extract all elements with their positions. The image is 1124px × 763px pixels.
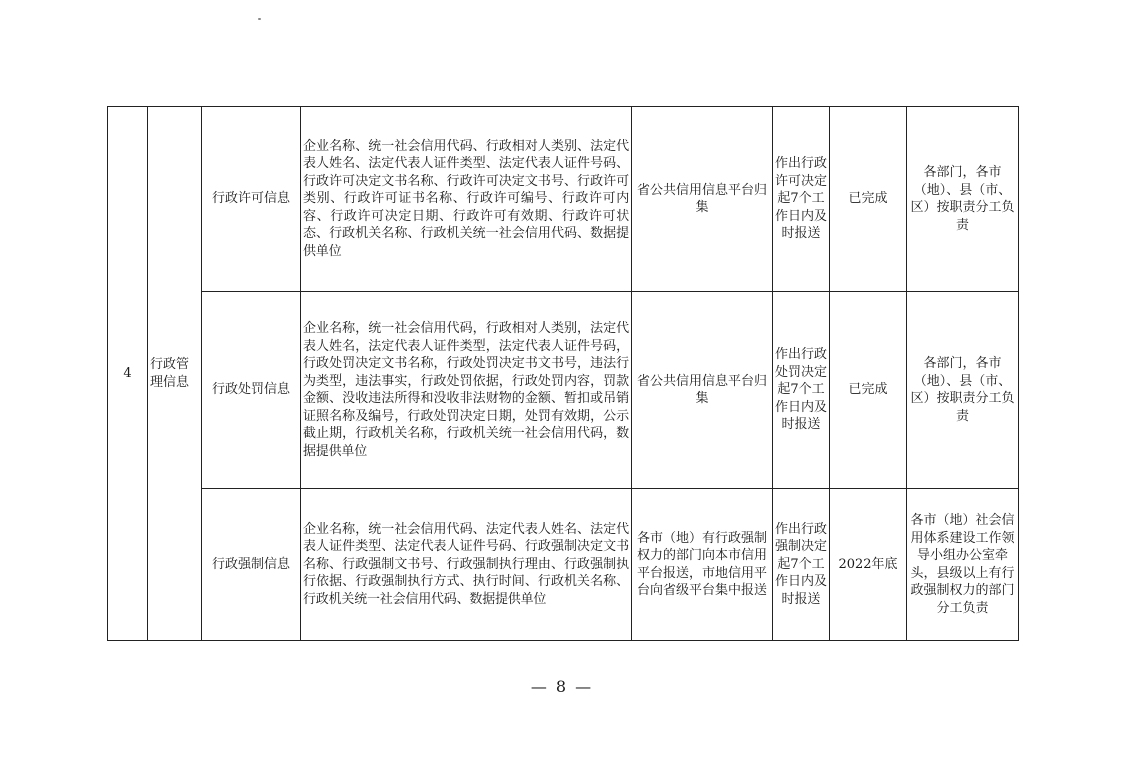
info-name-cell: 行政处罚信息 xyxy=(202,292,301,489)
info-content-cell: 企业名称，统一社会信用代码、法定代表人姓名、法定代表人证件类型、法定代表人证件号码、行政强制决定文书名称、行政强制文书号、行政强制执行理由、行政强制执行依据、行政强制执行方式、执行时间、行政机关名称、行政机关统一社会信用代码、数据提供单位 xyxy=(301,489,632,641)
info-name-cell: 行政许可信息 xyxy=(202,107,301,292)
status-cell: 已完成 xyxy=(830,107,907,292)
info-content-cell: 企业名称、统一社会信用代码、行政相对人类别、法定代表人姓名、法定代表人证件类型、法定代表人证件号码、行政许可决定文书名称、行政许可决定文书号、行政许可类别、行政许可证书名称、行政许可编号、行政许可内容、行政许可决定日期、行政许可有效期、行政许可状态、行政机关名称、行政机关统一社会信用代码、数据提供单位 xyxy=(301,107,632,292)
time-limit-cell: 作出行政处罚决定起7个工作日内及时报送 xyxy=(773,292,830,489)
data-catalog-table xyxy=(107,106,1019,641)
responsible-cell: 各市（地）社会信用体系建设工作领导小组办公室牵头，县级以上有行政强制权力的部门分工负责 xyxy=(907,489,1019,641)
page-number: — 8 — xyxy=(530,677,594,696)
time-limit-cell: 作出行政强制决定起7个工作日内及时报送 xyxy=(773,489,830,641)
info-content-cell: 企业名称，统一社会信用代码，行政相对人类别，法定代表人姓名，法定代表人证件类型，法定代表人证件号码，行政处罚决定文书名称，行政处罚决定书文书号，违法行为类型，违法事实，行政处罚依据，行政处罚内容，罚款金额、没收违法所得和没收非法财物的金额、暂扣或吊销证照名称及编号，行政处罚决定日期，处罚有效期，公示截止期，行政机关名称，行政机关统一社会信用代码，数据提供单位 xyxy=(301,292,632,489)
status-cell: 2022年底 xyxy=(830,489,907,641)
responsible-cell: 各部门，各市（地）、县（市、区）按职责分工负责 xyxy=(907,292,1019,489)
channel-cell: 各市（地）有行政强制权力的部门向本市信用平台报送，市地信用平台向省级平台集中报送 xyxy=(632,489,773,641)
time-limit-cell: 作出行政许可决定起7个工作日内及时报送 xyxy=(773,107,830,292)
channel-cell: 省公共信用信息平台归集 xyxy=(632,107,773,292)
scan-speck xyxy=(258,18,261,20)
responsible-cell: 各部门，各市（地）、县（市、区）按职责分工负责 xyxy=(907,107,1019,292)
row-number-cell: 4 xyxy=(108,107,148,641)
channel-cell: 省公共信用信息平台归集 xyxy=(632,292,773,489)
table-row xyxy=(108,489,1019,641)
info-name-cell: 行政强制信息 xyxy=(202,489,301,641)
category-cell: 行政管理信息 xyxy=(148,107,202,641)
table-row xyxy=(108,292,1019,489)
table-row xyxy=(108,107,1019,292)
status-cell: 已完成 xyxy=(830,292,907,489)
